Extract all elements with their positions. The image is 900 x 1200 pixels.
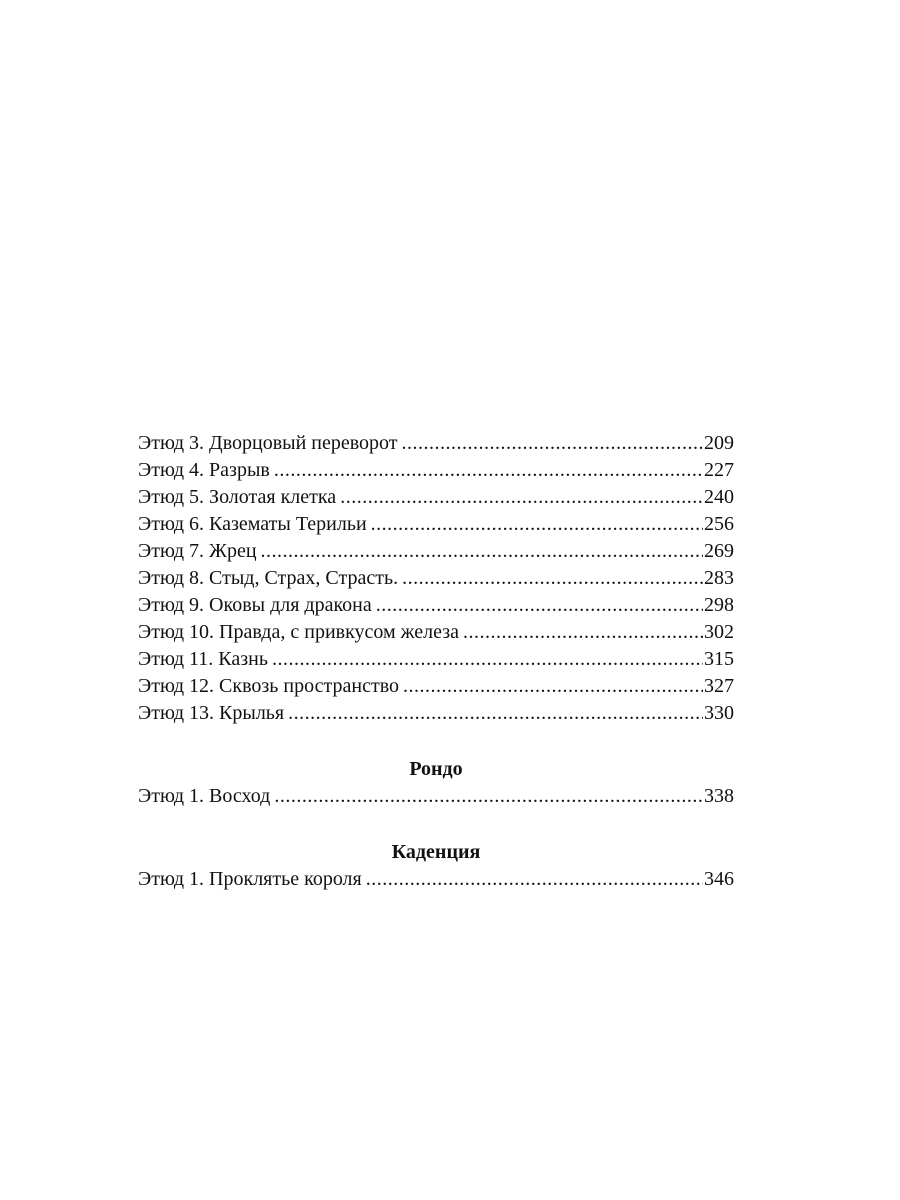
toc-entry — [138, 592, 734, 619]
toc-entry-page: 209 — [704, 432, 734, 454]
toc-entry-page: 302 — [704, 621, 734, 643]
toc-entry — [138, 457, 734, 484]
toc-entry-page: 283 — [704, 567, 734, 589]
toc-entry — [138, 866, 734, 893]
toc-entry — [138, 700, 734, 727]
toc-entry-page: 330 — [704, 702, 734, 724]
dot-leader — [403, 673, 703, 700]
dot-leader — [274, 783, 703, 810]
dot-leader — [402, 565, 703, 592]
dot-leader — [340, 484, 703, 511]
dot-leader — [371, 511, 703, 538]
toc-entry — [138, 430, 734, 457]
toc-entry-page: 256 — [704, 513, 734, 535]
toc-entry — [138, 484, 734, 511]
toc-entry-title: Этюд 13. Крылья — [138, 702, 285, 724]
toc-entry-title: Этюд 1. Восход — [138, 785, 271, 807]
toc-entry — [138, 511, 734, 538]
toc-entry-page: 346 — [704, 868, 734, 890]
section-heading-cadenza: Каденция — [391, 841, 481, 863]
toc-entry — [138, 565, 734, 592]
toc-entry-page: 240 — [704, 486, 734, 508]
toc-entry — [138, 673, 734, 700]
dot-leader — [402, 430, 703, 457]
dot-leader — [274, 457, 703, 484]
toc-entry — [138, 538, 734, 565]
table-of-contents — [138, 430, 734, 893]
toc-entry-title: Этюд 11. Казнь — [138, 648, 268, 670]
dot-leader — [272, 646, 703, 673]
toc-entry-title: Этюд 4. Разрыв — [138, 459, 270, 481]
dot-leader — [261, 538, 703, 565]
toc-entry-page: 315 — [704, 648, 734, 670]
toc-entry-title: Этюд 6. Казематы Терильи — [138, 513, 367, 535]
toc-entry-title: Этюд 5. Золотая клетка — [138, 486, 337, 508]
dot-leader — [288, 700, 703, 727]
toc-entry-title: Этюд 7. Жрец — [138, 540, 257, 562]
toc-entry — [138, 783, 734, 810]
toc-entry-title: Этюд 9. Оковы для дракона — [138, 594, 372, 616]
toc-entry — [138, 646, 734, 673]
toc-entry-page: 269 — [704, 540, 734, 562]
toc-entry-page: 327 — [704, 675, 734, 697]
toc-entry — [138, 619, 734, 646]
dot-leader — [376, 592, 703, 619]
toc-entry-title: Этюд 1. Проклятье короля — [138, 868, 362, 890]
section-heading-rondo: Рондо — [409, 758, 463, 780]
toc-entry-page: 298 — [704, 594, 734, 616]
dot-leader — [463, 619, 703, 646]
toc-entry-title: Этюд 10. Правда, с привкусом железа — [138, 621, 459, 643]
toc-entry-page: 338 — [704, 785, 734, 807]
toc-entry-title: Этюд 3. Дворцовый переворот — [138, 432, 398, 454]
toc-entry-title: Этюд 12. Сквозь пространство — [138, 675, 399, 697]
dot-leader — [366, 866, 703, 893]
toc-entry-title: Этюд 8. Стыд, Страх, Страсть. — [138, 567, 399, 589]
toc-entry-page: 227 — [704, 459, 734, 481]
